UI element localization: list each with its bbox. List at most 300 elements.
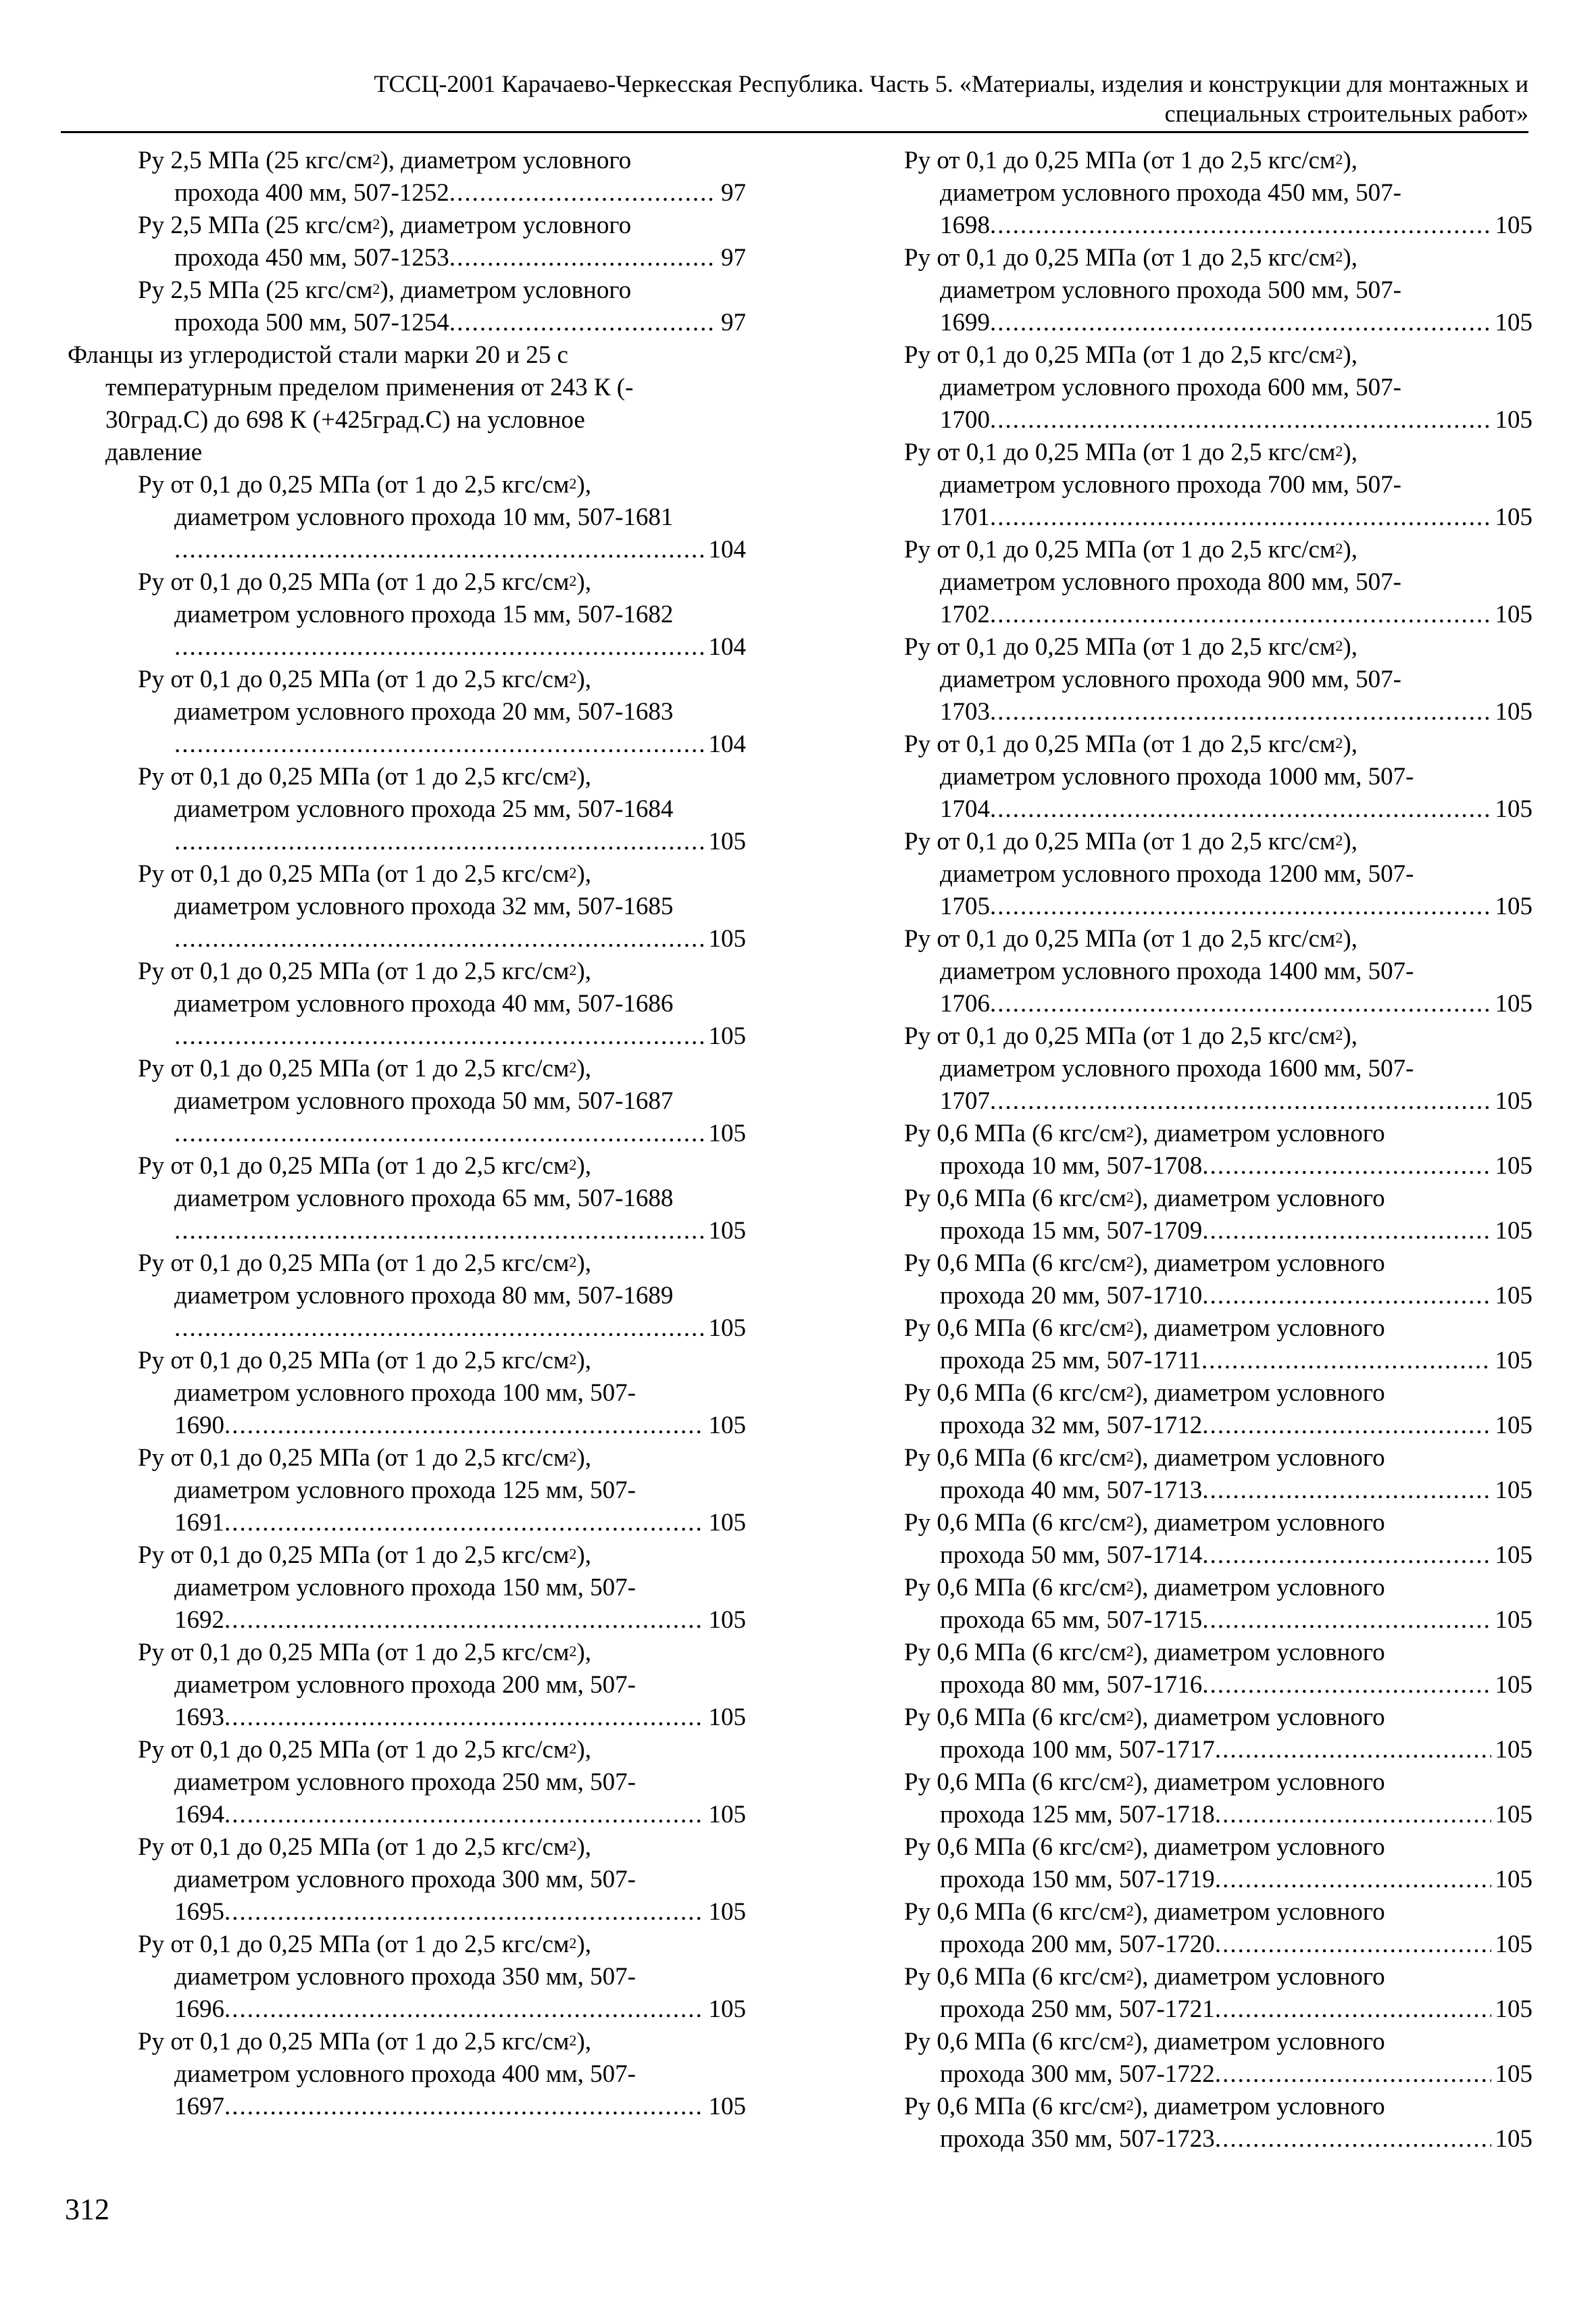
- index-entry: [904, 1572, 1532, 1637]
- entry-text: Ру от 0,1 до 0,25 МПа (от 1 до 2,5 кгс/см: [138, 763, 570, 791]
- dot-leader: [174, 534, 705, 566]
- entry-line: [68, 145, 746, 177]
- page-ref: 105: [1495, 698, 1532, 726]
- entry-text: диаметром условного прохода 65 мм, 507-1688: [174, 1185, 674, 1212]
- heading-line: Фланцы из углеродистой стали марки 20 и 25 с: [68, 341, 568, 369]
- dot-leader: [1202, 1474, 1491, 1507]
- entry-line-leader: [904, 1410, 1532, 1442]
- index-entry: [68, 1734, 746, 1831]
- entry-line: [904, 2091, 1532, 2123]
- entry-line: [68, 858, 746, 891]
- entry-text: ),: [1343, 147, 1357, 174]
- entry-line-leader: [68, 1799, 746, 1831]
- entry-line-leader: [68, 1993, 746, 2026]
- entry-text: Ру от 0,1 до 0,25 МПа (от 1 до 2,5 кгс/см: [138, 1152, 570, 1180]
- entry-line-leader: [68, 1118, 746, 1150]
- entry-text: диаметром условного прохода 1000 мм, 507-: [940, 763, 1414, 791]
- superscript: 2: [1126, 1448, 1134, 1465]
- index-entry: [68, 1345, 746, 1442]
- entry-line-leader: [68, 1507, 746, 1539]
- entry-text: прохода 350 мм, 507-1723: [940, 2125, 1215, 2153]
- entry-text: ), диаметром условного: [1133, 2093, 1385, 2120]
- dot-leader: [224, 1701, 705, 1734]
- entry-text: ),: [1343, 1022, 1357, 1050]
- entry-line: [904, 437, 1532, 469]
- page-ref: 105: [1495, 893, 1532, 920]
- entry-text: ), диаметром условного: [1133, 1574, 1385, 1601]
- page-number: 312: [65, 2193, 109, 2226]
- entry-text: диаметром условного прохода 100 мм, 507-: [174, 1379, 636, 1407]
- dot-leader: [174, 631, 705, 664]
- entry-line: [68, 664, 746, 696]
- entry-text: 1699: [940, 309, 990, 337]
- superscript: 2: [569, 1643, 577, 1660]
- superscript: 2: [569, 767, 577, 784]
- superscript: 2: [1126, 1513, 1134, 1530]
- superscript: 2: [1126, 1124, 1134, 1141]
- page-ref: 104: [708, 536, 746, 564]
- entry-text: 1706: [940, 990, 990, 1018]
- dot-leader: [990, 696, 1491, 728]
- entry-line: [68, 1345, 746, 1377]
- entry-text: ),: [576, 1931, 591, 1958]
- entry-text: ),: [576, 1833, 591, 1861]
- entry-text: ), диаметром условного: [380, 276, 632, 304]
- page-ref: 105: [1495, 601, 1532, 628]
- entry-line-leader: [904, 307, 1532, 339]
- dot-leader: [1215, 2123, 1491, 2156]
- entry-line-leader: [68, 1701, 746, 1734]
- entry-line-leader: [904, 1734, 1532, 1766]
- entry-line: [68, 1637, 746, 1669]
- dot-leader: [990, 793, 1491, 826]
- entry-text: ),: [576, 1541, 591, 1569]
- entry-line: [904, 1961, 1532, 1993]
- entry-line-leader: [68, 728, 746, 761]
- entry-text: диаметром условного прохода 125 мм, 507-: [174, 1476, 636, 1504]
- entry-text: диаметром условного прохода 50 мм, 507-1687: [174, 1087, 674, 1115]
- entry-line: [68, 566, 746, 599]
- entry-line: [68, 1442, 746, 1474]
- page-ref: 105: [1495, 211, 1532, 239]
- entry-text: ), диаметром условного: [1133, 1639, 1385, 1666]
- index-entry: [904, 1701, 1532, 1766]
- superscript: 2: [1126, 1708, 1134, 1724]
- superscript: 2: [1126, 1967, 1134, 1984]
- entry-text: диаметром условного прохода 80 мм, 507-1689: [174, 1282, 674, 1310]
- entry-line: [904, 1831, 1532, 1864]
- index-entry: [904, 1831, 1532, 1896]
- page-ref: 105: [708, 1314, 746, 1342]
- entry-text: диаметром условного прохода 250 мм, 507-: [174, 1768, 636, 1796]
- entry-text: диаметром условного прохода 15 мм, 507-1682: [174, 601, 674, 628]
- entry-line: [904, 631, 1532, 664]
- entry-text: 1695: [174, 1898, 224, 1926]
- entry-line: [904, 1183, 1532, 1215]
- entry-text: ),: [1343, 536, 1357, 564]
- entry-text: Ру от 0,1 до 0,25 МПа (от 1 до 2,5 кгс/см: [904, 439, 1336, 466]
- entry-text: Ру от 0,1 до 0,25 МПа (от 1 до 2,5 кгс/см: [138, 1833, 570, 1861]
- superscript: 2: [569, 864, 577, 881]
- entry-text: ),: [576, 1152, 591, 1180]
- entry-text: ),: [576, 957, 591, 985]
- index-entry: [68, 274, 746, 339]
- entry-text: Ру от 0,1 до 0,25 МПа (от 1 до 2,5 кгс/см: [138, 860, 570, 888]
- superscript: 2: [1335, 151, 1343, 168]
- entry-line-leader: [904, 1799, 1532, 1831]
- index-entry: [68, 664, 746, 761]
- entry-text: 1707: [940, 1087, 990, 1115]
- entry-line: [68, 209, 746, 242]
- superscript: 2: [1335, 1026, 1343, 1043]
- index-entry: [904, 2026, 1532, 2091]
- entry-line-leader: [68, 1410, 746, 1442]
- entry-text: ),: [576, 1444, 591, 1472]
- entry-line-leader: [904, 1993, 1532, 2026]
- index-entry: [904, 1247, 1532, 1312]
- entry-text: ), диаметром условного: [380, 147, 632, 174]
- entry-text: прохода 65 мм, 507-1715: [940, 1606, 1203, 1634]
- right-column: [904, 145, 1532, 2156]
- entry-line-leader: [904, 793, 1532, 826]
- entry-text: диаметром условного прохода 300 мм, 507-: [174, 1866, 636, 1893]
- entry-line-leader: [904, 2058, 1532, 2091]
- superscript: 2: [372, 216, 380, 232]
- entry-line: [904, 1442, 1532, 1474]
- entry-text: ),: [576, 1639, 591, 1666]
- heading-line: 30град.С) до 698 К (+425град.С) на условное: [105, 406, 585, 434]
- dot-leader: [174, 1312, 705, 1345]
- entry-line-leader: [904, 1669, 1532, 1701]
- entry-text: Ру 0,6 МПа (6 кгс/см: [904, 1574, 1126, 1601]
- superscript: 2: [569, 2032, 577, 2049]
- entry-text: Ру от 0,1 до 0,25 МПа (от 1 до 2,5 кгс/см: [904, 147, 1336, 174]
- entry-line-leader: [68, 177, 746, 209]
- entry-text: ), диаметром условного: [1133, 2028, 1385, 2056]
- superscript: 2: [1126, 1837, 1134, 1854]
- entry-text: диаметром условного прохода 20 мм, 507-1683: [174, 698, 674, 726]
- superscript: 2: [1126, 1253, 1134, 1270]
- dot-leader: [990, 599, 1491, 631]
- entry-line: [904, 1637, 1532, 1669]
- entry-text: Ру 0,6 МПа (6 кгс/см: [904, 1185, 1126, 1212]
- index-entry: [68, 209, 746, 274]
- page-ref: 105: [1495, 1606, 1532, 1634]
- entry-text: Ру от 0,1 до 0,25 МПа (от 1 до 2,5 кгс/см: [904, 341, 1336, 369]
- entry-line-leader: [904, 2123, 1532, 2156]
- index-entry: [904, 1896, 1532, 1961]
- dot-leader: [1215, 1928, 1491, 1961]
- entry-line: [904, 242, 1532, 274]
- superscript: 2: [1126, 1902, 1134, 1919]
- dot-leader: [174, 1020, 705, 1053]
- entry-text: Ру от 0,1 до 0,25 МПа (от 1 до 2,5 кгс/см: [904, 730, 1336, 758]
- entry-text: диаметром условного прохода 25 мм, 507-1684: [174, 795, 674, 823]
- entry-text: диаметром условного прохода 40 мм, 507-1686: [174, 990, 674, 1018]
- entry-text: Ру от 0,1 до 0,25 МПа (от 1 до 2,5 кгс/см: [138, 957, 570, 985]
- page-ref: 105: [1495, 2125, 1532, 2153]
- entry-text: 1704: [940, 795, 990, 823]
- dot-leader: [1215, 2058, 1491, 2091]
- entry-text: прохода 150 мм, 507-1719: [940, 1866, 1215, 1893]
- dot-leader: [1215, 1734, 1491, 1766]
- page-ref: 105: [708, 1217, 746, 1245]
- entry-text: ), диаметром условного: [1133, 1703, 1385, 1731]
- page-ref: 105: [1495, 1282, 1532, 1310]
- index-entry: [904, 826, 1532, 923]
- index-entry: [904, 145, 1532, 242]
- entry-line: [904, 1766, 1532, 1799]
- entry-text: прохода 200 мм, 507-1720: [940, 1931, 1215, 1958]
- entry-text: ), диаметром условного: [1133, 1444, 1385, 1472]
- entry-text: диаметром условного прохода 700 мм, 507-: [940, 471, 1401, 499]
- dot-leader: [224, 1507, 705, 1539]
- index-entry: [68, 1831, 746, 1928]
- dot-leader: [990, 501, 1491, 534]
- dot-leader: [174, 1215, 705, 1247]
- superscript: 2: [569, 572, 577, 589]
- index-entry: [68, 566, 746, 664]
- entry-text: ),: [576, 471, 591, 499]
- entry-line-leader: [68, 631, 746, 664]
- entry-text: Ру от 0,1 до 0,25 МПа (от 1 до 2,5 кгс/см: [904, 925, 1336, 953]
- dot-leader: [990, 404, 1491, 437]
- entry-text: прохода 80 мм, 507-1716: [940, 1671, 1203, 1699]
- index-entry: [904, 339, 1532, 437]
- entry-text: Ру 0,6 МПа (6 кгс/см: [904, 1963, 1126, 1991]
- entry-line-leader: [904, 1864, 1532, 1896]
- entry-text: прохода 125 мм, 507-1718: [940, 1801, 1215, 1828]
- entry-text: ),: [576, 1249, 591, 1277]
- entry-text: прохода 250 мм, 507-1721: [940, 1995, 1215, 2023]
- entry-line-leader: [68, 1896, 746, 1928]
- entry-text: 1694: [174, 1801, 224, 1828]
- header-text: [61, 69, 1528, 128]
- superscript: 2: [569, 1545, 577, 1562]
- entry-line-leader: [904, 1215, 1532, 1247]
- dot-leader: [990, 209, 1491, 242]
- dot-leader: [1202, 1539, 1491, 1572]
- entry-line: [68, 2026, 746, 2058]
- entry-text: ),: [576, 1055, 591, 1082]
- index-entry: [904, 437, 1532, 534]
- entry-text: Ру от 0,1 до 0,25 МПа (от 1 до 2,5 кгс/см: [904, 536, 1336, 564]
- entry-text: ),: [576, 1736, 591, 1764]
- index-entry: [904, 1766, 1532, 1831]
- entry-text: 1703: [940, 698, 990, 726]
- entry-line: [904, 1701, 1532, 1734]
- superscript: 2: [1335, 443, 1343, 459]
- superscript: 2: [1335, 248, 1343, 265]
- page-ref: 105: [1495, 1866, 1532, 1893]
- dot-leader: [1202, 1280, 1491, 1312]
- entry-text: 1690: [174, 1412, 224, 1439]
- dot-leader: [224, 1410, 705, 1442]
- entry-line-leader: [68, 1604, 746, 1637]
- page-ref: 105: [708, 925, 746, 953]
- index-entry: [904, 631, 1532, 728]
- entry-text: ), диаметром условного: [1133, 1898, 1385, 1926]
- page-ref: 105: [708, 1606, 746, 1634]
- superscript: 2: [569, 1740, 577, 1757]
- entry-line: [904, 145, 1532, 177]
- index-entry: [904, 1961, 1532, 2026]
- entry-text: Ру от 0,1 до 0,25 МПа (от 1 до 2,5 кгс/см: [904, 828, 1336, 855]
- entry-line: [68, 1150, 746, 1183]
- entry-text: Ру 0,6 МПа (6 кгс/см: [904, 1768, 1126, 1796]
- entry-text: диаметром условного прохода 1600 мм, 507-: [940, 1055, 1414, 1082]
- dot-leader: [990, 891, 1491, 923]
- entry-text: 1698: [940, 211, 990, 239]
- dot-leader: [449, 242, 717, 274]
- page-ref: 105: [708, 1509, 746, 1537]
- entry-line: [904, 534, 1532, 566]
- superscript: 2: [569, 1837, 577, 1854]
- dot-leader: [224, 1604, 705, 1637]
- entry-text: Ру от 0,1 до 0,25 МПа (от 1 до 2,5 кгс/см: [138, 1931, 570, 1958]
- entry-text: 1705: [940, 893, 990, 920]
- entry-line-leader: [904, 1150, 1532, 1183]
- entry-line-leader: [68, 534, 746, 566]
- dot-leader: [174, 728, 705, 761]
- entry-text: диаметром условного прохода 450 мм, 507-: [940, 179, 1401, 207]
- dot-leader: [990, 988, 1491, 1020]
- page-ref: 105: [1495, 1931, 1532, 1958]
- entry-text: Ру 2,5 МПа (25 кгс/см: [138, 147, 373, 174]
- index-entry: [904, 1507, 1532, 1572]
- dot-leader: [1202, 1215, 1491, 1247]
- page-ref: 105: [708, 1898, 746, 1926]
- entry-text: Ру от 0,1 до 0,25 МПа (от 1 до 2,5 кгс/см: [138, 1736, 570, 1764]
- index-entry: [68, 469, 746, 566]
- entry-line-leader: [904, 891, 1532, 923]
- entry-line: [68, 955, 746, 988]
- entry-line-leader: [904, 1928, 1532, 1961]
- entry-text: Ру 0,6 МПа (6 кгс/см: [904, 1833, 1126, 1861]
- dot-leader: [174, 826, 705, 858]
- entry-line-leader: [904, 1474, 1532, 1507]
- entry-text: Ру от 0,1 до 0,25 МПа (от 1 до 2,5 кгс/см: [904, 1022, 1336, 1050]
- index-entry: [904, 923, 1532, 1020]
- page-ref: 105: [1495, 1217, 1532, 1245]
- section-heading: [68, 339, 746, 469]
- superscript: 2: [1126, 2032, 1134, 2049]
- superscript: 2: [569, 962, 577, 978]
- entry-text: Ру 0,6 МПа (6 кгс/см: [904, 1703, 1126, 1731]
- entry-text: ),: [1343, 828, 1357, 855]
- index-entry: [904, 242, 1532, 339]
- entry-text: прохода 20 мм, 507-1710: [940, 1282, 1203, 1310]
- header-line-1: ТССЦ-2001 Карачаево-Черкесская Республика. Часть 5. «Материалы, изделия и конструкции для монтажных и: [374, 70, 1528, 97]
- dot-leader: [449, 307, 717, 339]
- index-entry: [68, 1150, 746, 1247]
- entry-line-leader: [904, 1085, 1532, 1118]
- superscript: 2: [569, 1156, 577, 1173]
- entry-text: диаметром условного прохода 1200 мм, 507-: [940, 860, 1414, 888]
- page-ref: 105: [1495, 1801, 1532, 1828]
- entry-text: 1696: [174, 1995, 224, 2023]
- entry-line-leader: [904, 209, 1532, 242]
- superscript: 2: [1335, 929, 1343, 946]
- superscript: 2: [1126, 1383, 1134, 1400]
- entry-text: ), диаметром условного: [1133, 1509, 1385, 1537]
- entry-text: Ру 2,5 МПа (25 кгс/см: [138, 211, 373, 239]
- page-ref: 105: [708, 1412, 746, 1439]
- entry-line: [904, 1118, 1532, 1150]
- entry-text: ), диаметром условного: [380, 211, 632, 239]
- entry-line: [68, 274, 746, 307]
- entry-text: 1701: [940, 503, 990, 531]
- entry-line: [68, 1928, 746, 1961]
- entry-text: ), диаметром условного: [1133, 1185, 1385, 1212]
- page-ref: 105: [1495, 795, 1532, 823]
- page-ref: 105: [1495, 1671, 1532, 1699]
- entry-text: диаметром условного прохода 900 мм, 507-: [940, 666, 1401, 693]
- entry-line: [904, 1247, 1532, 1280]
- entry-text: прохода 50 мм, 507-1714: [940, 1541, 1203, 1569]
- page-ref: 105: [708, 828, 746, 855]
- page-ref: 105: [1495, 1476, 1532, 1504]
- entry-line: [68, 1831, 746, 1864]
- index-entry: [68, 1637, 746, 1734]
- entry-line-leader: [68, 307, 746, 339]
- dot-leader: [1201, 1345, 1491, 1377]
- index-entry: [904, 1442, 1532, 1507]
- entry-text: ), диаметром условного: [1133, 1379, 1385, 1407]
- entry-line-leader: [904, 696, 1532, 728]
- index-entry: [68, 858, 746, 955]
- entry-text: диаметром условного прохода 400 мм, 507-: [174, 2060, 636, 2088]
- entry-text: Ру 0,6 МПа (6 кгс/см: [904, 1898, 1126, 1926]
- page-ref: 97: [721, 179, 746, 207]
- entry-text: Ру от 0,1 до 0,25 МПа (от 1 до 2,5 кгс/см: [138, 2028, 570, 2056]
- page-ref: 105: [1495, 1347, 1532, 1374]
- entry-line-leader: [904, 501, 1532, 534]
- entry-text: Ру 0,6 МПа (6 кгс/см: [904, 1120, 1126, 1147]
- entry-line-leader: [904, 1604, 1532, 1637]
- entry-line-leader: [68, 923, 746, 955]
- entry-text: ),: [1343, 730, 1357, 758]
- page-ref: 105: [708, 1120, 746, 1147]
- index-entry: [68, 145, 746, 209]
- page-ref: 105: [1495, 1087, 1532, 1115]
- entry-text: ),: [576, 860, 591, 888]
- page-ref: 105: [1495, 1995, 1532, 2023]
- entry-line-leader: [904, 1345, 1532, 1377]
- entry-line: [904, 1572, 1532, 1604]
- entry-text: прохода 32 мм, 507-1712: [940, 1412, 1203, 1439]
- superscript: 2: [1126, 2097, 1134, 2114]
- page-ref: 105: [1495, 1152, 1532, 1180]
- entry-line: [68, 469, 746, 501]
- entry-text: Ру от 0,1 до 0,25 МПа (от 1 до 2,5 кгс/см: [904, 244, 1336, 272]
- entry-line: [68, 1539, 746, 1572]
- page-ref: 105: [708, 1801, 746, 1828]
- dot-leader: [224, 1993, 705, 2026]
- entry-text: диаметром условного прохода 1400 мм, 507-: [940, 957, 1414, 985]
- entry-text: ), диаметром условного: [1133, 1120, 1385, 1147]
- page-ref: 105: [708, 2093, 746, 2120]
- entry-text: Ру 0,6 МПа (6 кгс/см: [904, 1379, 1126, 1407]
- entry-line: [68, 1734, 746, 1766]
- entry-text: ),: [576, 1347, 591, 1374]
- dot-leader: [174, 923, 705, 955]
- page-ref: 105: [1495, 503, 1532, 531]
- superscript: 2: [569, 1351, 577, 1368]
- index-entry: [904, 1118, 1532, 1183]
- dot-leader: [1202, 1669, 1491, 1701]
- entry-text: прохода 500 мм, 507-1254: [174, 309, 449, 337]
